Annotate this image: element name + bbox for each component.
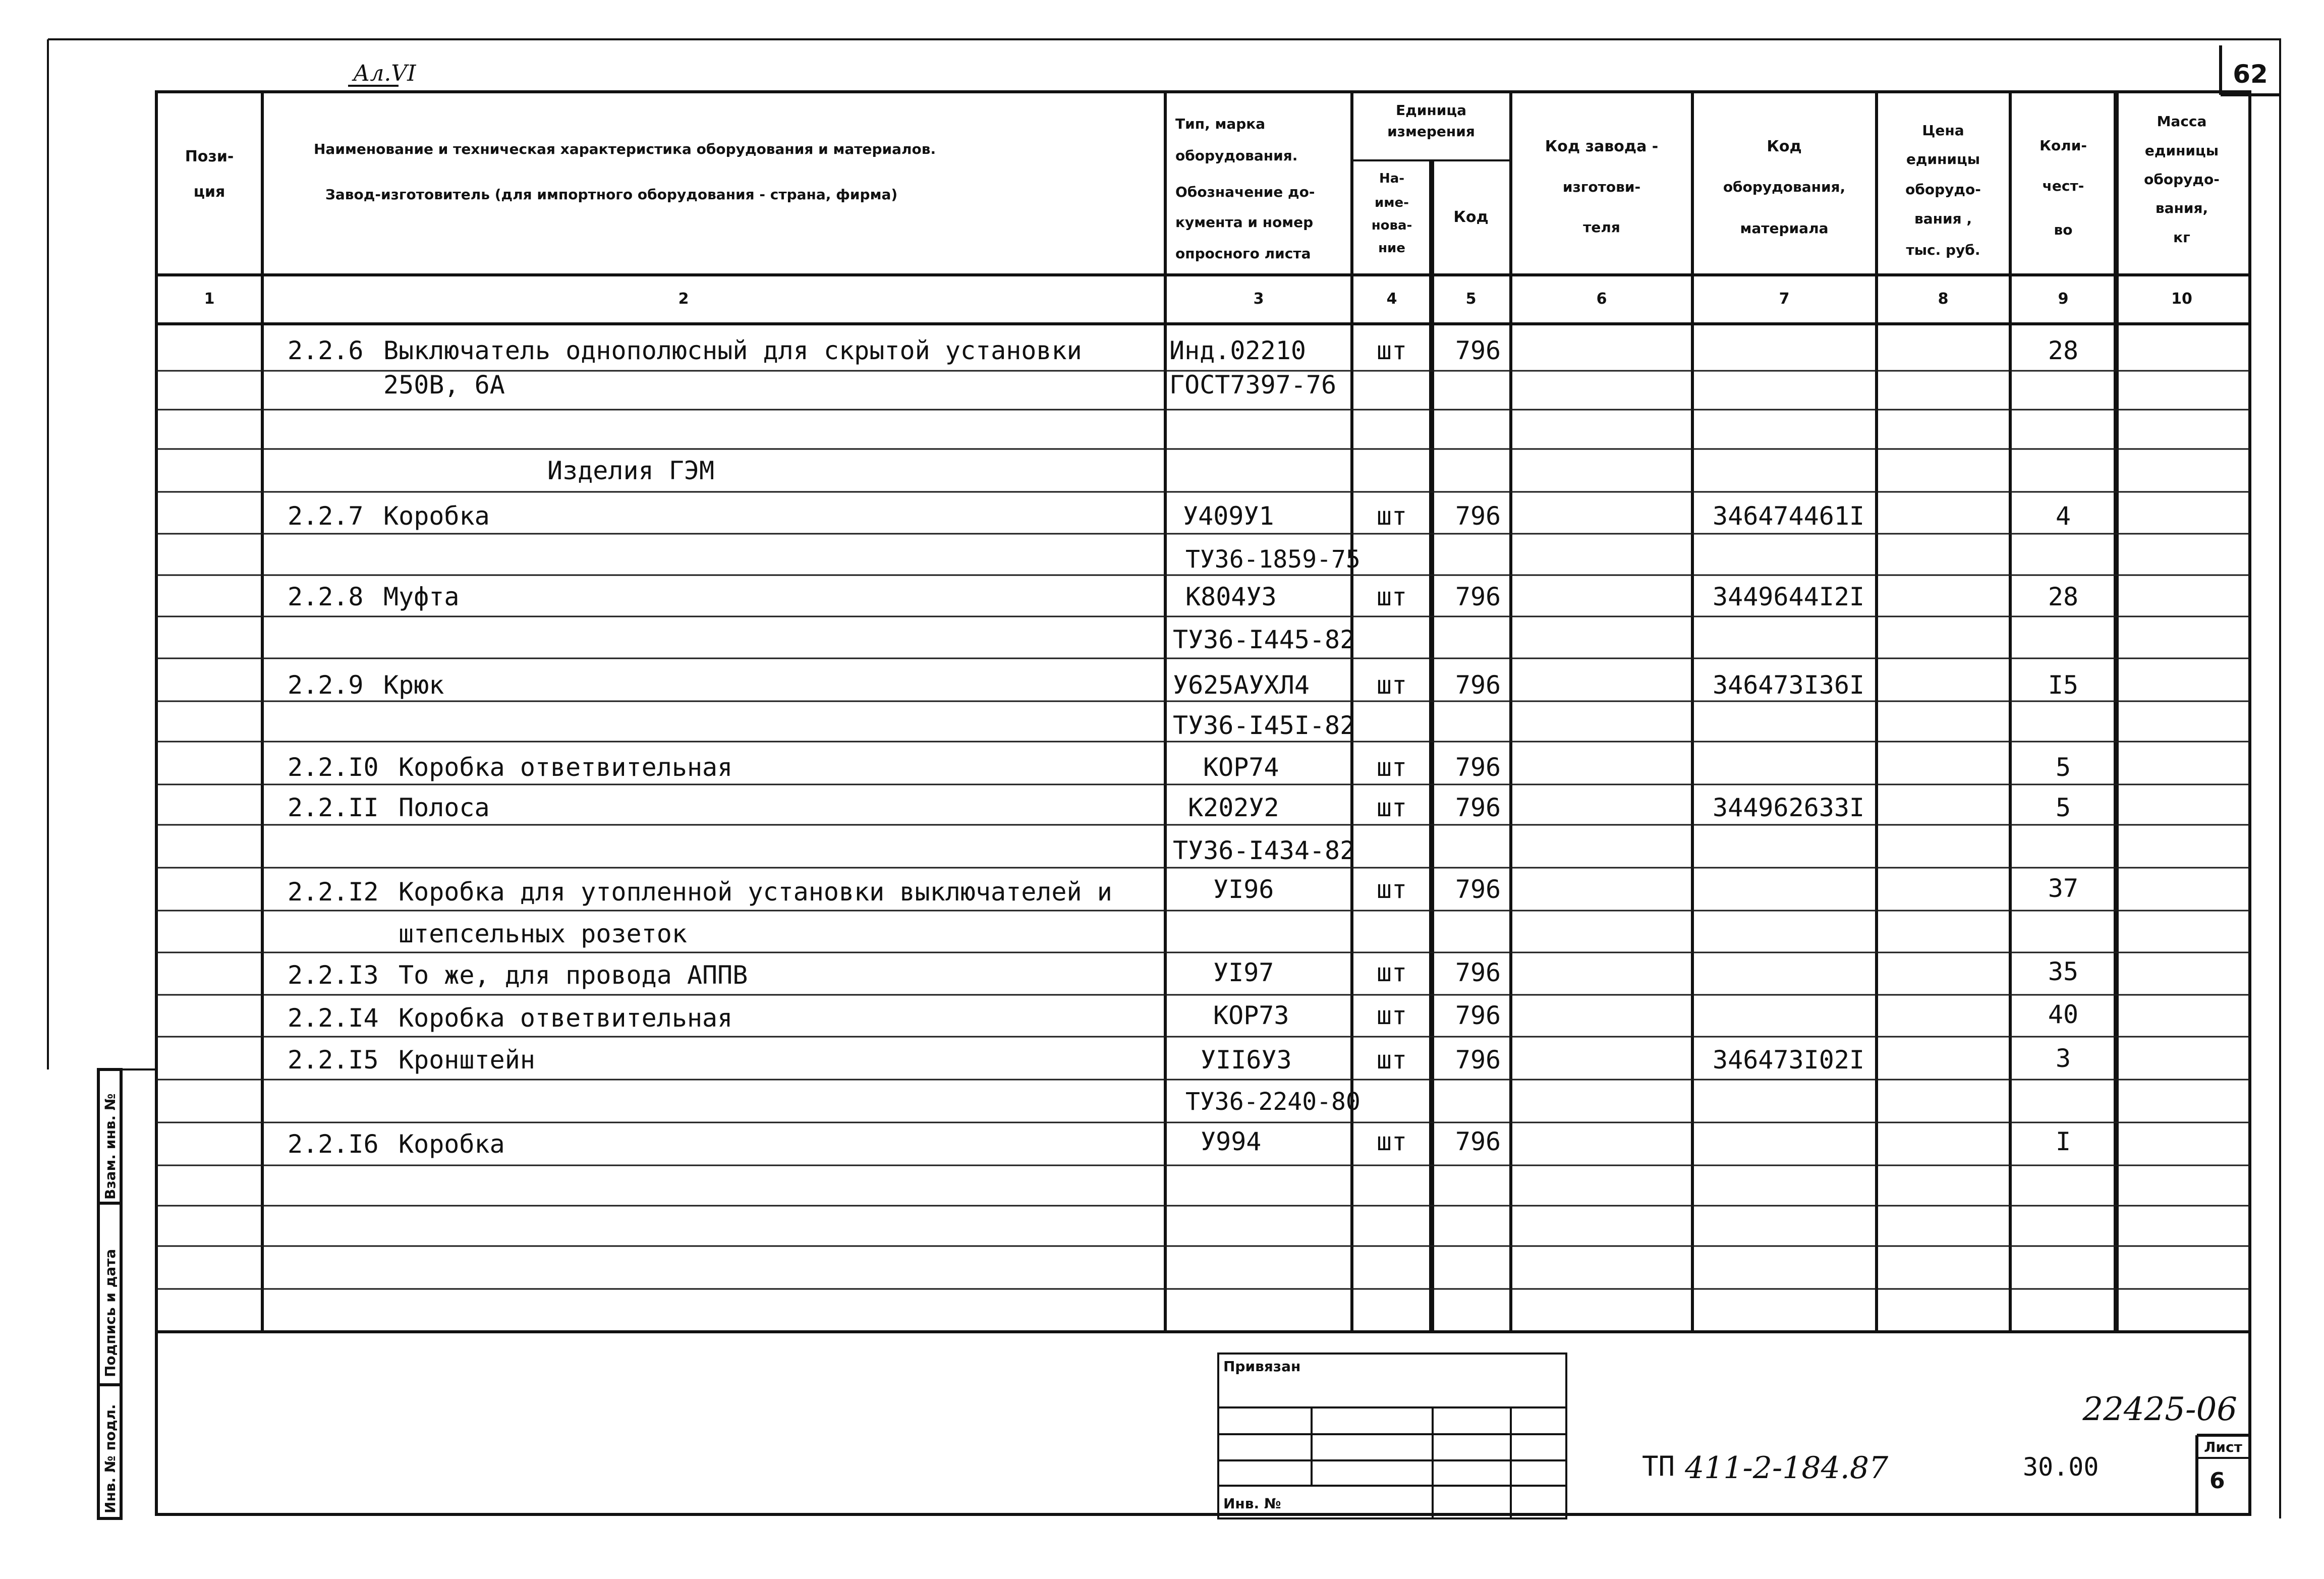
table-row xyxy=(288,793,2071,822)
header-col10 xyxy=(2144,113,2220,246)
svg-text:4: 4 xyxy=(1386,290,1397,308)
svg-text:Коробка: Коробка xyxy=(399,1130,505,1159)
svg-text:9: 9 xyxy=(2058,290,2069,308)
document-code: 22425-06 xyxy=(2082,1391,2237,1428)
svg-text:796: 796 xyxy=(1455,1045,1501,1075)
table-row: ТУ36-1859-75 xyxy=(1185,545,1361,574)
svg-text:2: 2 xyxy=(678,290,689,308)
svg-text:796: 796 xyxy=(1455,336,1501,365)
svg-text:Инд.02210: Инд.02210 xyxy=(1169,336,1306,365)
svg-text:2.2.6: 2.2.6 xyxy=(288,336,364,365)
header-col5: Код xyxy=(1453,208,1489,226)
table-row: ТУ36-2240-80 xyxy=(1185,1088,1361,1116)
svg-text:2.2.I3: 2.2.I3 xyxy=(288,961,379,990)
header-col1 xyxy=(185,148,234,201)
svg-text:Коробка ответвительная: Коробка ответвительная xyxy=(399,1003,733,1033)
list-label: Лист xyxy=(2204,1439,2242,1455)
svg-text:796: 796 xyxy=(1455,1127,1501,1156)
side-stamp xyxy=(98,1069,156,1518)
svg-text:Код завода -: Код завода - xyxy=(1545,138,1659,155)
svg-text:10: 10 xyxy=(2171,290,2192,308)
svg-text:Крюк: Крюк xyxy=(383,670,444,700)
table-row xyxy=(288,1044,2071,1075)
svg-text:5: 5 xyxy=(2055,753,2071,782)
svg-text:796: 796 xyxy=(1455,875,1501,904)
project-prefix: ТП xyxy=(1642,1450,1675,1482)
svg-text:На-: На- xyxy=(1379,171,1405,186)
svg-text:3449644I2I: 3449644I2I xyxy=(1713,582,1865,611)
table-row: ТУ36-I445-82 xyxy=(1173,625,1355,654)
svg-text:теля: теля xyxy=(1583,219,1620,236)
svg-text:3: 3 xyxy=(1253,290,1264,308)
table-row xyxy=(383,370,1336,400)
table-row xyxy=(288,957,2078,990)
svg-text:Полоса: Полоса xyxy=(399,793,490,822)
svg-text:УII6У3: УII6У3 xyxy=(1201,1045,1292,1075)
svg-text:7: 7 xyxy=(1779,290,1790,308)
svg-text:ГОСТ7397-76: ГОСТ7397-76 xyxy=(1169,370,1337,400)
svg-text:шт: шт xyxy=(1376,582,1407,611)
svg-text:346474461I: 346474461I xyxy=(1713,501,1865,531)
side-label-vzam: Взам. инв. № xyxy=(102,1093,119,1200)
svg-text:шт: шт xyxy=(1376,1045,1407,1075)
svg-text:2.2.9: 2.2.9 xyxy=(288,670,364,700)
header-col6 xyxy=(1545,138,1658,236)
header-col45 xyxy=(1387,102,1475,140)
table-row: ТУ36-I45I-82 xyxy=(1173,711,1355,740)
svg-text:Кронштейн: Кронштейн xyxy=(399,1045,535,1075)
svg-text:Завод-изготовитель (для импор: Завод-изготовитель (для импортного оборудования - страна, фирма) xyxy=(325,186,898,203)
svg-text:Коли-: Коли- xyxy=(2039,137,2087,154)
svg-text:КОР74: КОР74 xyxy=(1203,753,1279,782)
list-number: 6 xyxy=(2209,1468,2225,1494)
column-numbers xyxy=(204,290,2192,308)
svg-text:796: 796 xyxy=(1455,753,1501,782)
svg-text:шт: шт xyxy=(1376,336,1407,365)
svg-text:5: 5 xyxy=(2055,793,2071,822)
stamp-inv-no: Инв. № xyxy=(1223,1495,1281,1512)
svg-text:УI96: УI96 xyxy=(1213,875,1274,904)
svg-text:796: 796 xyxy=(1455,1001,1501,1030)
svg-text:УI97: УI97 xyxy=(1213,958,1274,987)
svg-text:Пози-: Пози- xyxy=(185,148,234,165)
svg-text:4: 4 xyxy=(2055,501,2071,531)
table-row xyxy=(288,670,2078,700)
svg-text:измерения: измерения xyxy=(1387,123,1475,140)
svg-text:У994: У994 xyxy=(1201,1127,1262,1156)
page-number: 62 xyxy=(2233,60,2268,89)
svg-text:ние: ние xyxy=(1378,241,1405,256)
table-row: ТУ36-I434-82 xyxy=(1173,836,1355,865)
table-row: штепсельных розеток xyxy=(399,919,687,948)
table-row xyxy=(288,1000,2078,1033)
svg-text:Муфта: Муфта xyxy=(383,582,460,611)
svg-text:3: 3 xyxy=(2055,1044,2071,1073)
svg-text:ция: ция xyxy=(193,183,225,201)
svg-text:2.2.I4: 2.2.I4 xyxy=(288,1003,379,1033)
svg-text:шт: шт xyxy=(1376,793,1407,822)
svg-text:796: 796 xyxy=(1455,958,1501,987)
side-label-podpis: Подпись и дата xyxy=(102,1249,119,1377)
header-col9 xyxy=(2039,137,2087,238)
svg-text:Код: Код xyxy=(1767,138,1802,155)
svg-text:единицы: единицы xyxy=(1906,151,1980,167)
svg-text:346473I36I: 346473I36I xyxy=(1713,670,1865,700)
table-body xyxy=(288,336,2078,1159)
title-block xyxy=(1218,1354,2250,1518)
svg-text:I: I xyxy=(2055,1127,2071,1156)
svg-text:оборудования,: оборудования, xyxy=(1723,179,1846,195)
svg-text:во: во xyxy=(2054,221,2073,238)
header-col7 xyxy=(1723,138,1845,237)
stamp-privyazan: Привязан xyxy=(1223,1358,1301,1375)
svg-text:изготови-: изготови- xyxy=(1562,179,1641,195)
svg-text:250В, 6А: 250В, 6А xyxy=(383,370,505,400)
svg-text:344962633I: 344962633I xyxy=(1713,793,1865,822)
table-row xyxy=(288,874,2078,907)
svg-text:Масса: Масса xyxy=(2157,113,2207,130)
svg-text:шт: шт xyxy=(1376,958,1407,987)
svg-text:оборудования.: оборудования. xyxy=(1175,147,1298,164)
svg-text:нова-: нова- xyxy=(1371,218,1412,233)
header-col8 xyxy=(1905,122,1981,258)
svg-text:Единица: Единица xyxy=(1396,102,1466,119)
svg-text:Выключатель однополюсный для с: Выключатель однополюсный для скрытой установки xyxy=(383,336,1082,365)
svg-text:шт: шт xyxy=(1376,753,1407,782)
svg-text:шт: шт xyxy=(1376,1127,1407,1156)
project-number: 411-2-184.87 xyxy=(1685,1450,1889,1486)
svg-text:40: 40 xyxy=(2048,1000,2079,1029)
table-row xyxy=(288,753,2071,782)
table-row xyxy=(288,582,2078,611)
table-row xyxy=(288,1127,2071,1159)
svg-text:шт: шт xyxy=(1376,875,1407,904)
svg-text:Тип, марка: Тип, марка xyxy=(1175,116,1266,132)
svg-text:Цена: Цена xyxy=(1922,122,1964,139)
svg-text:I5: I5 xyxy=(2048,670,2079,700)
svg-text:2.2.I6: 2.2.I6 xyxy=(288,1130,379,1159)
svg-text:единицы: единицы xyxy=(2144,142,2219,159)
svg-text:2.2.8: 2.2.8 xyxy=(288,582,364,611)
svg-text:шт: шт xyxy=(1376,670,1407,700)
svg-text:вания ,: вания , xyxy=(1914,210,1972,227)
svg-text:Наименование и техническая хар: Наименование и техническая характеристика оборудования и материалов. xyxy=(314,141,936,157)
header-col4 xyxy=(1372,171,1412,256)
svg-text:оборудо-: оборудо- xyxy=(1905,181,1981,198)
svg-text:име-: име- xyxy=(1375,195,1409,210)
svg-text:Коробка ответвительная: Коробка ответвительная xyxy=(399,753,733,782)
svg-text:У409У1: У409У1 xyxy=(1183,501,1274,531)
corner-note: Ал.VI xyxy=(353,61,416,86)
svg-text:2.2.II: 2.2.II xyxy=(288,793,379,822)
side-label-inv-podl: Инв. № подл. xyxy=(102,1404,119,1513)
svg-text:796: 796 xyxy=(1455,670,1501,700)
svg-text:Коробка: Коробка xyxy=(383,501,490,531)
svg-text:оборудо-: оборудо- xyxy=(2144,171,2220,188)
svg-text:шт: шт xyxy=(1376,1001,1407,1030)
svg-text:материала: материала xyxy=(1740,220,1829,237)
svg-text:тыс. руб.: тыс. руб. xyxy=(1906,242,1980,258)
svg-text:8: 8 xyxy=(1938,290,1949,308)
header-col2 xyxy=(314,141,936,203)
svg-text:5: 5 xyxy=(1465,290,1477,308)
svg-text:1: 1 xyxy=(204,290,215,308)
svg-text:2.2.I5: 2.2.I5 xyxy=(288,1045,379,1075)
svg-text:У625АУХЛ4: У625АУХЛ4 xyxy=(1173,670,1310,700)
svg-text:кг: кг xyxy=(2173,229,2190,246)
svg-text:37: 37 xyxy=(2048,874,2079,903)
svg-text:чест-: чест- xyxy=(2042,178,2084,194)
svg-text:2.2.I0: 2.2.I0 xyxy=(288,753,379,782)
section-code: 30.00 xyxy=(2023,1452,2099,1482)
svg-text:К202У2: К202У2 xyxy=(1188,793,1279,822)
svg-text:шт: шт xyxy=(1376,501,1407,531)
svg-text:796: 796 xyxy=(1455,501,1501,531)
svg-text:То же, для провода АППВ: То же, для провода АППВ xyxy=(399,961,748,990)
svg-text:опросного листа: опросного листа xyxy=(1175,245,1311,262)
header-col3 xyxy=(1175,116,1315,262)
svg-text:КОР73: КОР73 xyxy=(1213,1001,1289,1030)
svg-text:Коробка для утопленной установ: Коробка для утопленной установки выключателей и xyxy=(399,877,1112,907)
svg-text:2.2.I2: 2.2.I2 xyxy=(288,877,379,907)
svg-text:вания,: вания, xyxy=(2155,200,2208,216)
svg-text:Обозначение до-: Обозначение до- xyxy=(1175,184,1315,200)
svg-text:2.2.7: 2.2.7 xyxy=(288,501,364,531)
svg-text:6: 6 xyxy=(1596,290,1607,308)
svg-text:кумента и номер: кумента и номер xyxy=(1175,214,1314,231)
svg-text:35: 35 xyxy=(2048,957,2079,986)
table-row xyxy=(288,501,2071,531)
table-row xyxy=(288,336,2078,365)
svg-text:28: 28 xyxy=(2048,336,2079,365)
svg-text:796: 796 xyxy=(1455,793,1501,822)
svg-text:796: 796 xyxy=(1455,582,1501,611)
svg-text:346473I02I: 346473I02I xyxy=(1713,1045,1865,1075)
section-heading: Изделия ГЭМ xyxy=(547,456,715,485)
svg-text:28: 28 xyxy=(2048,582,2079,611)
svg-text:К804У3: К804У3 xyxy=(1185,582,1277,611)
